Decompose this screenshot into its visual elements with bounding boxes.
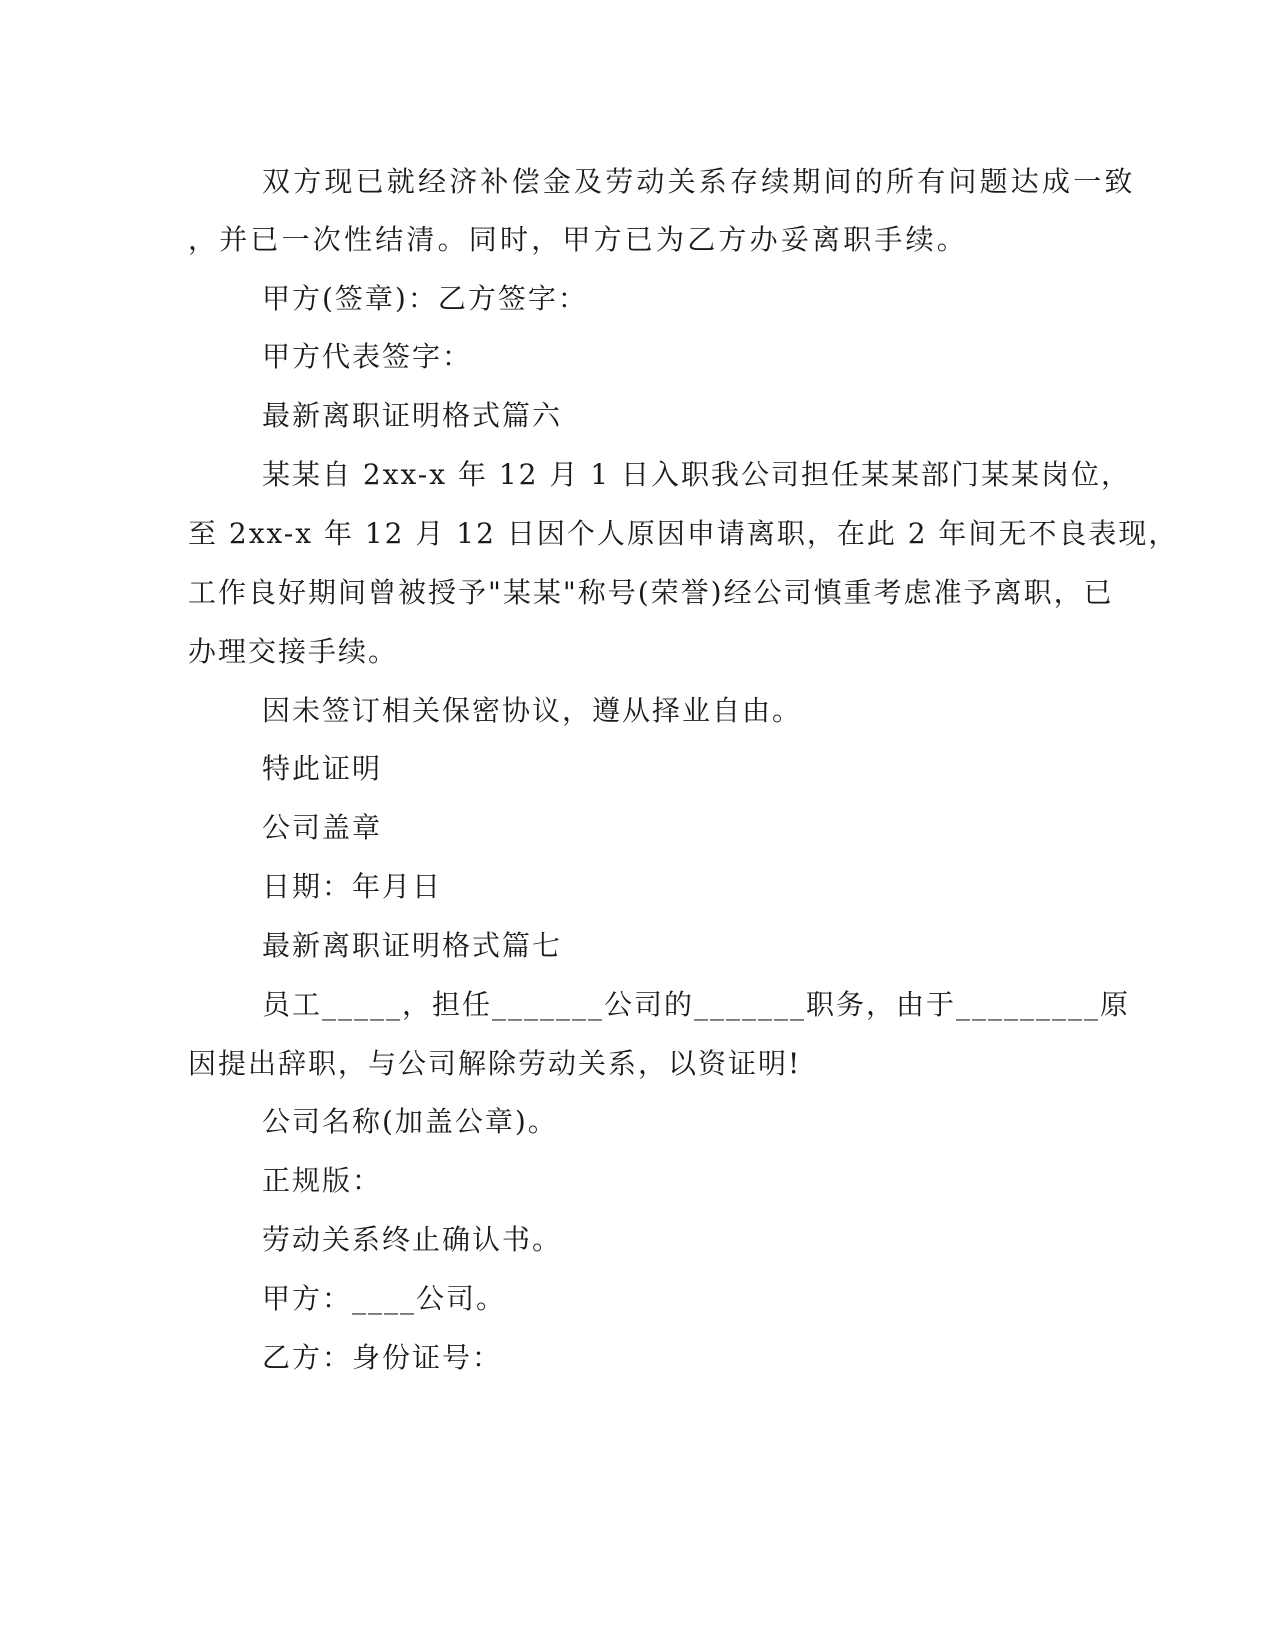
- paragraph-line: 乙方：身份证号：: [262, 1341, 503, 1374]
- paragraph-line: 劳动关系终止确认书。: [262, 1223, 563, 1256]
- section-heading: 最新离职证明格式篇六: [262, 399, 563, 432]
- paragraph-line: 日期：年月日: [262, 870, 443, 903]
- paragraph-line: 公司名称(加盖公章)。: [262, 1105, 558, 1138]
- paragraph-line: ，并已一次性结清。同时，甲方已为乙方办妥离职手续。: [188, 223, 969, 256]
- paragraph-line: 因未签订相关保密协议，遵从择业自由。: [262, 694, 803, 727]
- paragraph-line: 公司盖章: [262, 811, 383, 844]
- paragraph-line: 因提出辞职，与公司解除劳动关系，以资证明!: [188, 1047, 802, 1080]
- paragraph-line: 办理交接手续。: [188, 635, 399, 668]
- paragraph-line: 甲方(签章)：乙方签字：: [262, 282, 588, 315]
- paragraph-line: 甲方：____公司。: [262, 1282, 507, 1315]
- paragraph-line: 甲方代表签字：: [262, 340, 473, 373]
- paragraph-line: 员工_____，担任_______公司的_______职务，由于_________原: [262, 988, 1131, 1021]
- section-heading: 最新离职证明格式篇七: [262, 929, 563, 962]
- paragraph-line: 正规版：: [262, 1164, 383, 1197]
- paragraph-line: 某某自 2xx-x 年 12 月 1 日入职我公司担任某某部门某某岗位，: [262, 458, 1132, 491]
- paragraph-line: 双方现已就经济补偿金及劳动关系存续期间的所有问题达成一致: [262, 165, 1136, 198]
- paragraph-line: 至 2xx-x 年 12 月 12 日因个人原因申请离职，在此 2 年间无不良表现，: [188, 517, 1179, 550]
- paragraph-line: 工作良好期间曾被授予"某某"称号(荣誉)经公司慎重考虑准予离职，已: [188, 576, 1114, 609]
- paragraph-line: 特此证明: [262, 752, 383, 785]
